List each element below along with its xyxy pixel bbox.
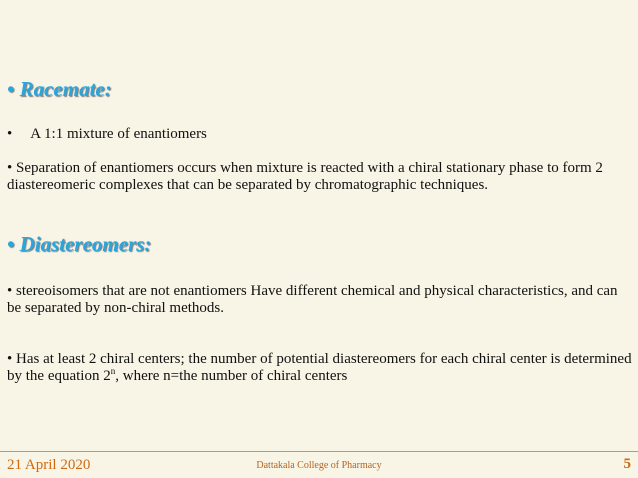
racemate-point-1-text: A 1:1 mixture of enantiomers: [30, 126, 207, 142]
superscript-n: n: [110, 366, 116, 376]
footer-date: 21 April 2020: [7, 457, 91, 473]
footer-college: Dattakala College of Pharmacy: [256, 460, 382, 471]
diastereomers-point-1: • stereoisomers that are not enantiomers Have different chemical and physical characteristics, and can be separated by non-chiral methods.: [7, 283, 618, 316]
racemate-point-1: [7, 126, 632, 143]
diastereomers-point-2-text: • Has at least 2 chiral centers; the number of potential diastereomers for each chiral center is determined by the equation 2: [7, 351, 632, 384]
page-number: 5: [623, 456, 631, 472]
bullet-marker: •: [7, 126, 13, 142]
racemate-heading: • Racemate:: [7, 77, 112, 101]
diastereomers-point-2-tail: , where n=the number of chiral centers: [115, 368, 348, 384]
diastereomers-heading: • Diastereomers:: [7, 232, 152, 256]
footer-divider: [0, 451, 638, 452]
racemate-point-2: • Separation of enantiomers occurs when mixture is reacted with a chiral stationary phase to form 2 diastereomeric complexes that can be separated by chromatographic techniques.: [7, 160, 603, 193]
diastereomers-point-2: [7, 351, 632, 385]
